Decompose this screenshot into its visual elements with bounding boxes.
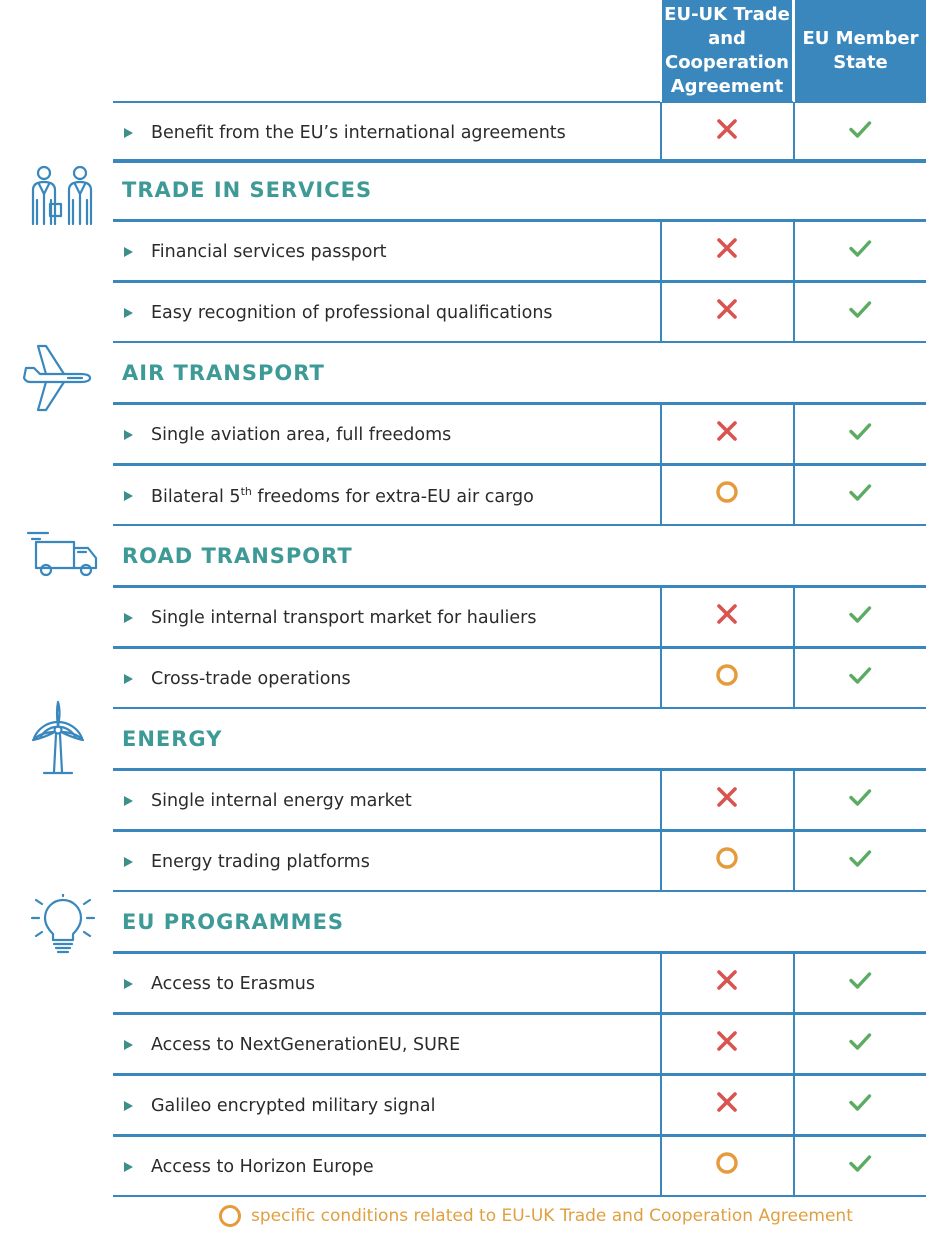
section-title-energy: ENERGY <box>122 727 223 751</box>
table-row-label <box>124 221 387 282</box>
cross-icon <box>715 419 739 443</box>
column-header-eu-member-state <box>795 0 926 102</box>
column-header-eu-uk-tca-label: EU-UK Trade and Cooperation Agreement <box>664 4 790 97</box>
cross-icon <box>715 236 739 260</box>
column-divider <box>793 770 795 830</box>
check-icon <box>848 602 872 626</box>
column-divider <box>793 648 795 708</box>
row-text: Single internal transport market for hauliers <box>151 607 537 628</box>
column-divider <box>660 648 662 708</box>
table-row-label <box>124 102 566 163</box>
circle-icon <box>715 846 739 870</box>
row-text: Cross-trade operations <box>151 668 351 689</box>
legend <box>219 1204 853 1228</box>
bullet-triangle-icon <box>124 674 133 684</box>
row-text: Galileo encrypted military signal <box>151 1095 436 1116</box>
cross-icon <box>715 1090 739 1114</box>
column-divider <box>793 465 795 525</box>
check-icon <box>848 968 872 992</box>
bullet-triangle-icon <box>124 308 133 318</box>
table-row-label <box>124 953 315 1014</box>
column-divider <box>660 587 662 647</box>
check-icon <box>848 785 872 809</box>
row-text: Financial services passport <box>151 241 387 262</box>
bullet-triangle-icon <box>124 247 133 257</box>
column-divider <box>793 587 795 647</box>
cross-icon <box>715 785 739 809</box>
column-divider <box>660 1136 662 1196</box>
check-icon <box>848 663 872 687</box>
table-row-label <box>124 282 553 343</box>
bullet-triangle-icon <box>124 1162 133 1172</box>
table-row-label <box>124 465 534 526</box>
column-divider <box>793 102 795 162</box>
column-divider <box>660 221 662 281</box>
section-title-eu-programmes: EU PROGRAMMES <box>122 910 345 934</box>
row-text: Single aviation area, full freedoms <box>151 424 452 445</box>
check-icon <box>848 419 872 443</box>
check-icon <box>848 480 872 504</box>
column-divider <box>660 1075 662 1135</box>
column-divider <box>793 1136 795 1196</box>
row-text: Energy trading platforms <box>151 851 370 872</box>
bullet-triangle-icon <box>124 857 133 867</box>
cross-icon <box>715 1029 739 1053</box>
section-title-road-transport: ROAD TRANSPORT <box>122 544 353 568</box>
check-icon <box>848 1090 872 1114</box>
table-row-label <box>124 770 412 831</box>
cross-icon <box>715 602 739 626</box>
header-gap <box>660 0 662 102</box>
circle-icon <box>715 480 739 504</box>
bullet-triangle-icon <box>124 796 133 806</box>
row-text: Access to NextGenerationEU, SURE <box>151 1034 461 1055</box>
table-row-label <box>124 404 451 465</box>
legend-text: specific conditions related to EU-UK Trade and Cooperation Agreement <box>251 1206 853 1226</box>
column-divider <box>660 1014 662 1074</box>
column-divider <box>793 221 795 281</box>
column-divider <box>660 831 662 891</box>
column-divider <box>793 282 795 342</box>
cross-icon <box>715 968 739 992</box>
section-title-trade-in-services: TRADE IN SERVICES <box>122 178 373 202</box>
lightbulb-icon <box>30 894 96 956</box>
cross-icon <box>715 297 739 321</box>
column-divider <box>793 1075 795 1135</box>
cross-icon <box>715 117 739 141</box>
table-row-label <box>124 1014 460 1075</box>
circle-icon <box>219 1205 241 1227</box>
column-divider <box>660 953 662 1013</box>
table-row-label <box>124 1075 435 1136</box>
row-text: Access to Horizon Europe <box>151 1156 374 1177</box>
row-text <box>151 485 534 507</box>
column-divider <box>793 831 795 891</box>
table-row-label <box>124 1136 374 1197</box>
check-icon <box>848 297 872 321</box>
bullet-triangle-icon <box>124 128 133 138</box>
column-header-eu-member-state-label: EU Member State <box>802 28 919 73</box>
bullet-triangle-icon <box>124 1040 133 1050</box>
truck-icon <box>26 530 100 578</box>
circle-icon <box>715 663 739 687</box>
table-row-label <box>124 648 351 709</box>
column-header-eu-uk-tca <box>662 0 792 102</box>
business-people-icon <box>28 164 96 228</box>
bullet-triangle-icon <box>124 1101 133 1111</box>
check-icon <box>848 846 872 870</box>
wind-turbine-icon <box>26 698 90 776</box>
row-text-part: freedoms for extra-EU air cargo <box>251 486 534 507</box>
table-row-label <box>124 587 537 648</box>
row-text: Easy recognition of professional qualifications <box>151 302 553 323</box>
column-divider <box>660 102 662 162</box>
section-title-air-transport: AIR TRANSPORT <box>122 361 325 385</box>
row-text: Benefit from the EU’s international agreements <box>151 122 566 143</box>
bullet-triangle-icon <box>124 979 133 989</box>
bullet-triangle-icon <box>124 430 133 440</box>
row-text: Single internal energy market <box>151 790 412 811</box>
row-text: Access to Erasmus <box>151 973 315 994</box>
circle-icon <box>715 1151 739 1175</box>
column-divider <box>660 404 662 464</box>
column-divider <box>660 770 662 830</box>
check-icon <box>848 1029 872 1053</box>
header-gap <box>793 0 795 102</box>
row-text-superscript: th <box>240 484 252 498</box>
bullet-triangle-icon <box>124 491 133 501</box>
check-icon <box>848 117 872 141</box>
bullet-triangle-icon <box>124 613 133 623</box>
airplane-icon <box>22 342 94 412</box>
column-divider <box>793 1014 795 1074</box>
row-text-part: Bilateral 5 <box>151 486 241 507</box>
column-divider <box>660 282 662 342</box>
column-divider <box>660 465 662 525</box>
column-divider <box>793 404 795 464</box>
column-divider <box>793 953 795 1013</box>
check-icon <box>848 236 872 260</box>
check-icon <box>848 1151 872 1175</box>
table-row-label <box>124 831 370 892</box>
